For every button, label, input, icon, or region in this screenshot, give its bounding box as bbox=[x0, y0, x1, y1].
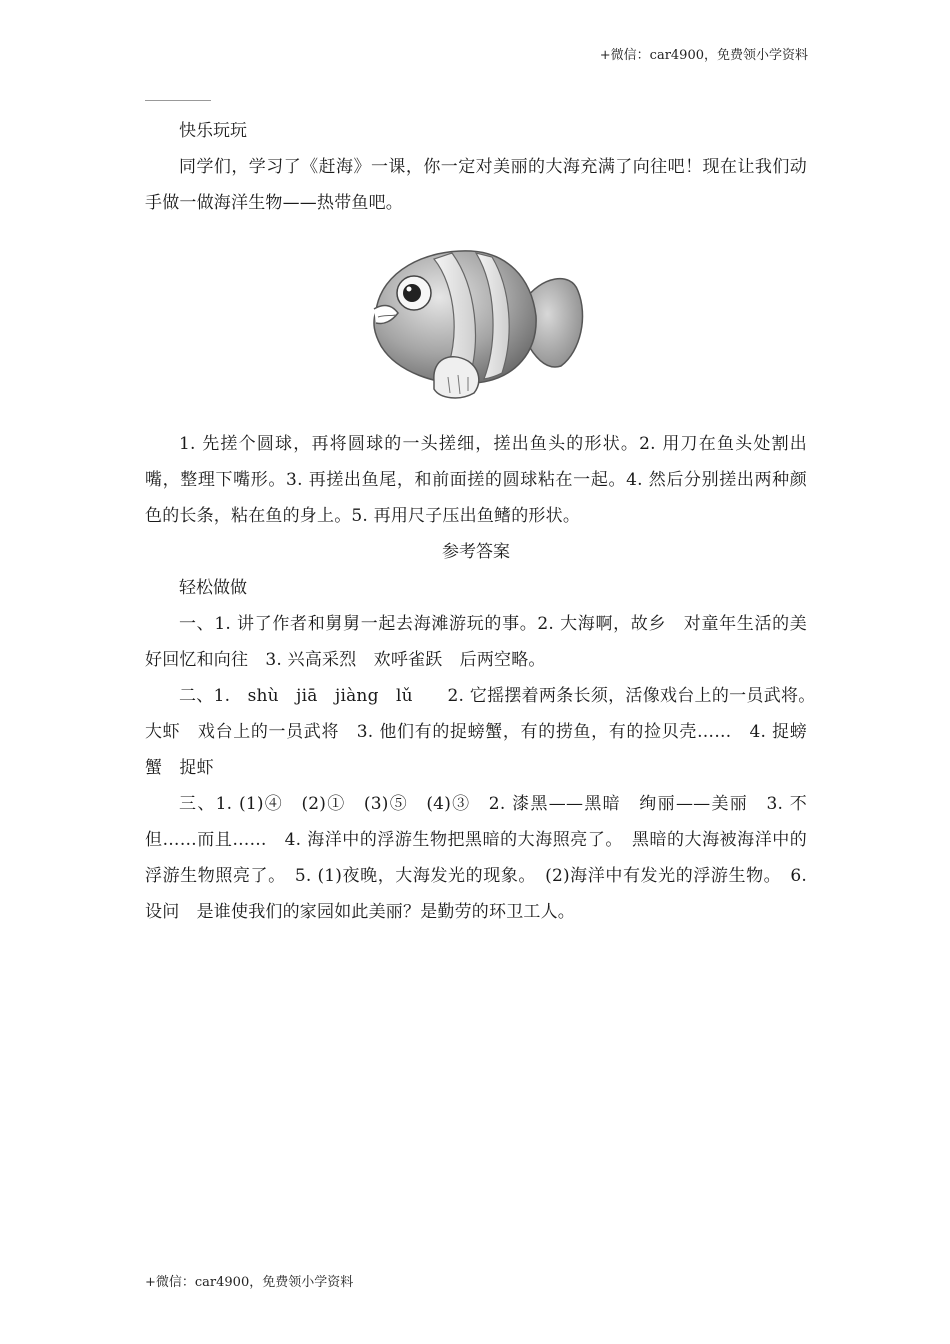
answers-title: 参考答案 bbox=[442, 542, 510, 562]
document-body bbox=[145, 113, 825, 930]
answer-part-3: 三、1. (1)④ (2)① (3)⑤ (4)③ 2. 漆黑——黑暗 绚丽——美丽 3. 不但……而且…… 4. 海洋中的浮游生物把黑暗的大海照亮了。 黑暗的大海被海洋中的浮游生物照亮了。 5. (1)夜晚，大海发光的现象。 (2)海洋中有发光的浮游生物。 6. 设问 是谁使我们的家园如此美丽？是勤劳的环卫工人。 bbox=[145, 794, 807, 922]
top-divider bbox=[145, 100, 211, 101]
tropical-fish-icon bbox=[356, 231, 596, 416]
answers-subtitle: 轻松做做 bbox=[179, 578, 247, 598]
footer-note: +微信：car4900，免费领小学资料 bbox=[145, 1275, 354, 1290]
steps-paragraph: 1. 先搓个圆球，再将圆球的一头搓细，搓出鱼头的形状。2. 用刀在鱼头处割出嘴，整理下嘴形。3. 再搓出鱼尾，和前面搓的圆球粘在一起。4. 然后分别搓出两种颜色的长条，粘在鱼的身上。5. 再用尺子压出鱼鳍的形状。 bbox=[145, 434, 807, 526]
section-title: 快乐玩玩 bbox=[179, 121, 247, 141]
intro-paragraph: 同学们，学习了《赶海》一课，你一定对美丽的大海充满了向往吧！现在让我们动手做一做海洋生物——热带鱼吧。 bbox=[145, 157, 807, 213]
header-note: +微信：car4900，免费领小学资料 bbox=[599, 48, 808, 63]
fish-illustration bbox=[356, 231, 596, 416]
answer-part-2: 二、1. shù jiā jiàng lǔ 2. 它摇摆着两条长须，活像戏台上的一员武将。 大虾 戏台上的一员武将 3. 他们有的捉螃蟹，有的捞鱼，有的捡贝壳…… 4. 捉螃蟹 捉虾 bbox=[145, 686, 825, 778]
answer-part-1: 一、1. 讲了作者和舅舅一起去海滩游玩的事。2. 大海啊，故乡 对童年生活的美好回忆和向往 3. 兴高采烈 欢呼雀跃 后两空略。 bbox=[145, 614, 807, 670]
